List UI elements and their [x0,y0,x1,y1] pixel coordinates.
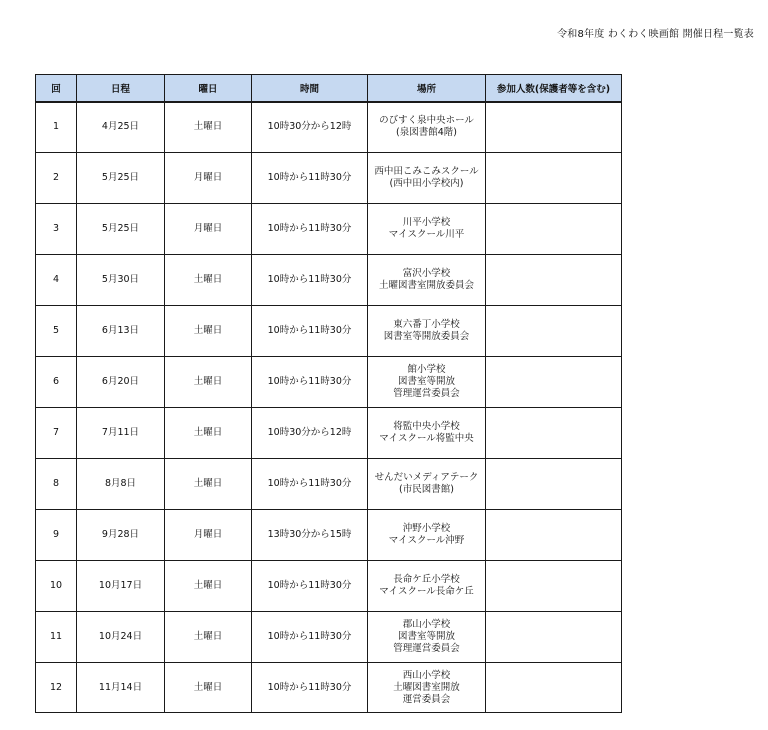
header-weekday: 曜日 [165,75,252,102]
round-cell: 3 [36,204,77,255]
place-line: 土曜図書室開放 [393,681,460,693]
header-date: 日程 [77,75,165,102]
place-line: 西山小学校 [402,669,451,681]
header-place: 場所 [368,75,486,102]
table-row [36,255,622,306]
round-cell: 7 [36,408,77,459]
place-cell [368,357,486,408]
date-cell: 7月11日 [77,408,165,459]
header-attendance: 参加人数(保護者等を含む) [486,75,622,102]
place-cell [368,102,486,153]
attendance-cell [486,663,622,713]
place-cell [368,663,486,713]
round-cell: 9 [36,510,77,561]
place-line: 川平小学校 [402,217,451,228]
time-cell: 10時から11時30分 [252,459,368,510]
weekday-cell: 土曜日 [165,102,252,153]
place-line: 土曜図書室開放委員会 [378,280,474,291]
date-cell: 10月24日 [77,612,165,663]
place-line: 図書室等開放 [397,376,455,387]
time-cell: 10時30分から12時 [252,408,368,459]
attendance-cell [486,204,622,255]
place-line: 東六番丁小学校 [393,319,460,330]
place-line: 長命ケ丘小学校 [393,574,460,585]
time-cell: 10時から11時30分 [252,663,368,713]
time-cell: 10時から11時30分 [252,357,368,408]
attendance-cell [486,408,622,459]
round-cell: 8 [36,459,77,510]
weekday-cell: 土曜日 [165,255,252,306]
weekday-cell: 月曜日 [165,204,252,255]
place-line: マイスクール沖野 [388,535,465,546]
place-line: (市民図書館) [399,484,454,495]
weekday-cell: 土曜日 [165,408,252,459]
table-row [36,306,622,357]
date-cell: 9月28日 [77,510,165,561]
document-title: 令和8年度 わくわく映画館 開催日程一覧表 [557,29,754,40]
attendance-cell [486,255,622,306]
round-cell: 4 [36,255,77,306]
table-row [36,561,622,612]
attendance-cell [486,357,622,408]
place-line: 郡山小学校 [402,619,451,630]
place-line: のびすく泉中央ホール [379,115,474,127]
place-line: 運営委員会 [402,693,451,705]
attendance-cell [486,459,622,510]
place-line: マイスクール川平 [388,229,465,240]
table-row [36,204,622,255]
time-cell: 10時から11時30分 [252,255,368,306]
attendance-cell [486,510,622,561]
place-cell [368,612,486,663]
attendance-cell [486,102,622,153]
attendance-cell [486,612,622,663]
time-cell: 13時30分から15時 [252,510,368,561]
weekday-cell: 土曜日 [165,357,252,408]
attendance-cell [486,306,622,357]
round-cell: 6 [36,357,77,408]
place-line: 館小学校 [407,364,446,375]
place-cell [368,561,486,612]
place-line: マイスクール将監中央 [379,433,474,444]
place-cell [368,459,486,510]
attendance-cell [486,561,622,612]
table-row [36,102,622,153]
date-cell: 5月25日 [77,204,165,255]
round-cell: 11 [36,612,77,663]
table-row [36,510,622,561]
date-cell: 5月30日 [77,255,165,306]
place-line: (西中田小学校内) [389,178,464,189]
round-cell: 1 [36,102,77,153]
place-cell [368,153,486,204]
place-line: (泉図書館4階) [396,127,457,139]
table-row [36,153,622,204]
date-cell: 6月13日 [77,306,165,357]
place-line: 図書室等開放委員会 [383,331,470,342]
date-cell: 6月20日 [77,357,165,408]
weekday-cell: 月曜日 [165,510,252,561]
schedule-table [35,74,622,713]
weekday-cell: 土曜日 [165,306,252,357]
date-cell: 11月14日 [77,663,165,713]
date-cell: 4月25日 [77,102,165,153]
place-cell [368,510,486,561]
place-cell [368,204,486,255]
place-line: 図書室等開放 [397,631,455,642]
table-body [36,102,622,713]
time-cell: 10時から11時30分 [252,306,368,357]
round-cell: 10 [36,561,77,612]
weekday-cell: 土曜日 [165,612,252,663]
date-cell: 5月25日 [77,153,165,204]
time-cell: 10時から11時30分 [252,204,368,255]
table-header-row [36,75,622,102]
place-line: せんだいメディアテーク [374,472,479,483]
place-line: 将監中央小学校 [393,421,460,432]
place-cell [368,306,486,357]
round-cell: 12 [36,663,77,713]
place-cell [368,408,486,459]
date-cell: 8月8日 [77,459,165,510]
table-row [36,612,622,663]
table-row [36,459,622,510]
table-row [36,663,622,713]
round-cell: 2 [36,153,77,204]
weekday-cell: 土曜日 [165,561,252,612]
time-cell: 10時から11時30分 [252,561,368,612]
header-time: 時間 [252,75,368,102]
weekday-cell: 土曜日 [165,459,252,510]
place-line: 富沢小学校 [402,268,451,279]
place-line: 管理運営委員会 [393,388,460,399]
table-row [36,357,622,408]
date-cell: 10月17日 [77,561,165,612]
time-cell: 10時30分から12時 [252,102,368,153]
place-line: 沖野小学校 [402,523,451,534]
table-row [36,408,622,459]
round-cell: 5 [36,306,77,357]
place-cell [368,255,486,306]
time-cell: 10時から11時30分 [252,612,368,663]
weekday-cell: 月曜日 [165,153,252,204]
place-line: 管理運営委員会 [393,643,460,654]
header-round: 回 [36,75,77,102]
weekday-cell: 土曜日 [165,663,252,713]
time-cell: 10時から11時30分 [252,153,368,204]
attendance-cell [486,153,622,204]
place-line: 西中田こみこみスクール [374,166,479,177]
place-line: マイスクール長命ケ丘 [379,586,474,597]
